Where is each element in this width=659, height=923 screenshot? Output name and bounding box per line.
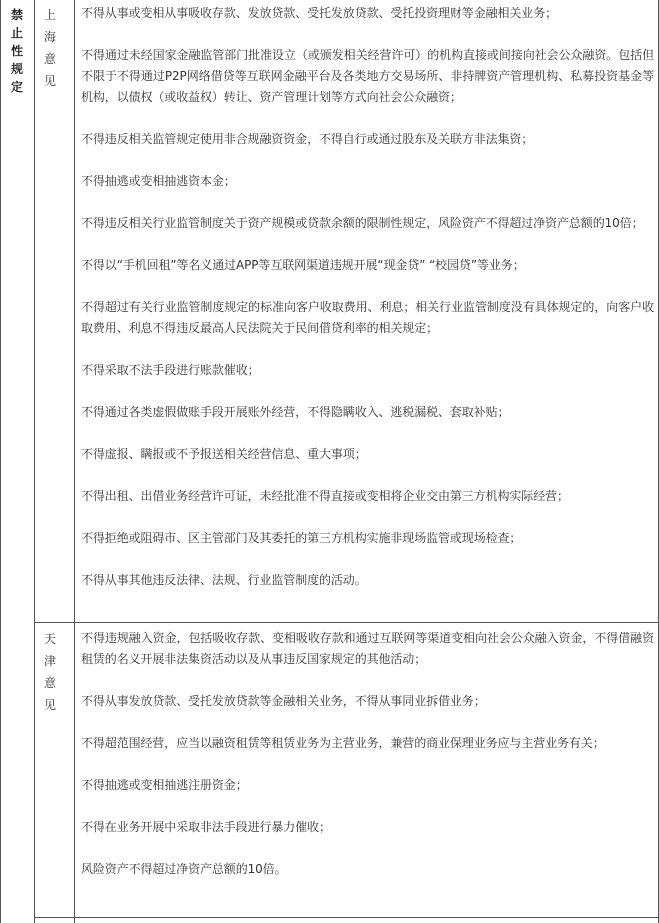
rule-item: 不得拒绝或阻碍市、区主管部门及其委托的第三方机构实施非现场监管或现场检查； — [81, 531, 522, 545]
row-divider — [34, 917, 659, 918]
rule-item: 不得出租、出借业务经营许可证，未经批准不得直接或变相将企业交由第三方机构实际经营； — [81, 489, 569, 503]
rule-item: 不得违反相关行业监管制度关于资产规模或贷款余额的限制性规定，风险资产不得超过净资产总额的10倍； — [81, 216, 644, 230]
rule-item: 不得采取不法手段进行账款催收； — [81, 363, 260, 377]
rule-item: 不得抽逃或变相抽逃资本金； — [81, 174, 236, 188]
rule-item: 不得违规融入资金，包括吸收存款、变相吸收存款和通过互联网等渠道变相向社会公众融入资金，不得借融资租赁的名义开展非法集资活动以及从事违反国家规定的其他活动； — [81, 631, 654, 666]
rule-item: 不得从事其他违反法律、法规、行业监管制度的活动。 — [81, 573, 367, 587]
rule-item: 不得超范围经营，应当以融资租赁等租赁业务为主营业务，兼营的商业保理业务应与主营业务有关； — [81, 736, 605, 750]
rule-item: 不得从事发放贷款、受托发放贷款等金融相关业务，不得从事同业拆借业务； — [81, 694, 486, 708]
column-divider — [74, 0, 75, 923]
source-label-tianjin: 天津意见 — [43, 632, 56, 712]
rule-item: 不得违反相关监管规定使用非合规融资资金，不得自行或通过股东及关联方非法集资； — [81, 132, 534, 146]
rule-item: 不得通过各类虚假做账手段开展账外经营，不得隐瞒收入、逃税漏税、套取补贴； — [81, 405, 510, 419]
source-label-shanghai: 上海意见 — [43, 8, 56, 88]
rule-item: 不得在业务开展中采取非法手段进行暴力催收； — [81, 820, 331, 834]
rule-item: 风险资产不得超过净资产总额的10倍。 — [81, 862, 287, 876]
rule-item: 不得虚报、瞒报或不予报送相关经营信息、重大事项； — [81, 447, 367, 461]
rule-item: 不得以“手机回租”等名义通过APP等互联网渠道违规开展“现金贷” “校园贷”等业务； — [81, 258, 525, 272]
category-label: 禁止性规定 — [10, 8, 23, 94]
rule-item: 不得通过未经国家金融监管部门批准设立（或颁发相关经营许可）的机构直接或间接向社会公众融资。包括但不限于不得通过P2P网络借贷等互联网金融平台及各类地方交易场所、非持牌资产管理机构、私募投资基金等机构，以债权（或收益权）转让、资产管理计划等方式向社会公众融资； — [81, 48, 654, 104]
rule-item: 不得抽逃或变相抽逃注册资金； — [81, 778, 248, 792]
column-divider — [34, 0, 35, 923]
row-divider — [34, 622, 659, 623]
section-tianjin — [81, 628, 654, 880]
section-shanghai — [81, 3, 654, 591]
rule-item: 不得从事或变相从事吸收存款、发放贷款、受托发放贷款、受托投资理财等金融相关业务； — [81, 6, 558, 20]
rule-item: 不得超过有关行业监管制度规定的标准向客户收取费用、利息；相关行业监管制度没有具体规定的，向客户收取费用、利息不得违反最高人民法院关于民间借贷利率的相关规定； — [81, 300, 654, 335]
